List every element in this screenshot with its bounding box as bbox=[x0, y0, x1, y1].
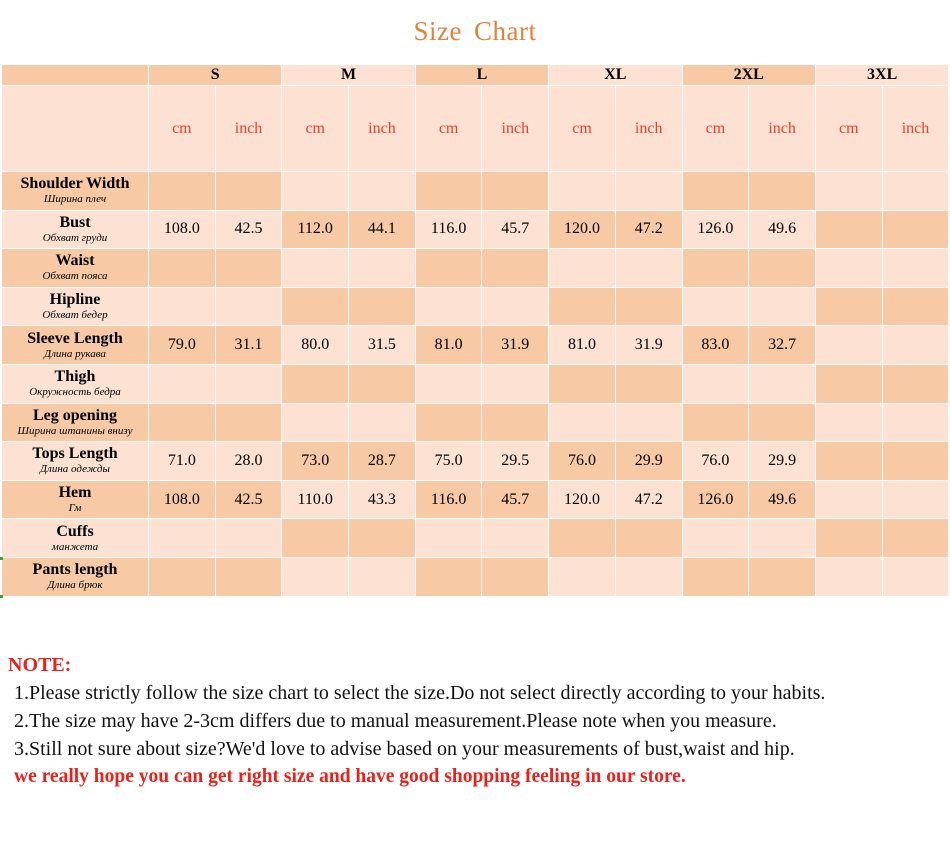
measurement-value bbox=[482, 519, 549, 558]
measurement-value bbox=[282, 287, 349, 326]
measurement-value bbox=[815, 210, 882, 249]
measurement-value: 116.0 bbox=[415, 210, 482, 249]
unit-header: cm bbox=[415, 86, 482, 172]
measurement-value bbox=[682, 403, 749, 442]
measurement-value bbox=[882, 442, 949, 481]
measurement-value: 42.5 bbox=[215, 210, 282, 249]
measurement-value: 42.5 bbox=[215, 480, 282, 519]
measurement-label: Hem bbox=[58, 484, 92, 502]
measurement-value: 31.1 bbox=[215, 326, 282, 365]
measurement-label: Hipline bbox=[49, 291, 101, 309]
measurement-value: 44.1 bbox=[349, 210, 416, 249]
measurement-value bbox=[282, 519, 349, 558]
measurement-value bbox=[215, 519, 282, 558]
size-header: 3XL bbox=[815, 65, 948, 86]
measurement-value: 75.0 bbox=[415, 442, 482, 481]
measurement-label: Tops Length bbox=[32, 445, 118, 463]
size-header: M bbox=[282, 65, 415, 86]
size-header: 2XL bbox=[682, 65, 815, 86]
measurement-row bbox=[2, 403, 949, 442]
measurement-label-russian: манжета bbox=[51, 540, 99, 553]
measurement-value bbox=[815, 557, 882, 596]
measurement-value bbox=[149, 172, 216, 211]
measurement-value: 49.6 bbox=[749, 210, 816, 249]
measurement-value bbox=[349, 287, 416, 326]
measurement-label-russian: Ширина штанины внизу bbox=[17, 424, 133, 437]
measurement-value bbox=[615, 172, 682, 211]
measurement-value: 126.0 bbox=[682, 480, 749, 519]
measurement-label: Leg opening bbox=[32, 406, 117, 424]
measurement-label-cell bbox=[2, 287, 149, 326]
measurement-value bbox=[349, 519, 416, 558]
measurement-value bbox=[749, 403, 816, 442]
measurement-value bbox=[882, 480, 949, 519]
measurement-row bbox=[2, 442, 949, 481]
measurement-value bbox=[215, 172, 282, 211]
measurement-value: 83.0 bbox=[682, 326, 749, 365]
size-header: S bbox=[149, 65, 282, 86]
measurement-label-russian: Гм bbox=[68, 502, 82, 515]
measurement-value: 29.5 bbox=[482, 442, 549, 481]
measurement-value bbox=[749, 172, 816, 211]
measurement-label-russian: Ширина плеч bbox=[43, 193, 107, 206]
measurement-label-russian: Окружность бедра bbox=[29, 386, 121, 399]
measurement-value bbox=[415, 557, 482, 596]
unit-header: cm bbox=[549, 86, 616, 172]
unit-header: inch bbox=[349, 86, 416, 172]
measurement-value bbox=[549, 403, 616, 442]
measurement-label-russian: Длина одежды bbox=[40, 463, 110, 476]
unit-header-row bbox=[2, 86, 949, 172]
measurement-value bbox=[415, 287, 482, 326]
measurement-value: 80.0 bbox=[282, 326, 349, 365]
measurement-value: 73.0 bbox=[282, 442, 349, 481]
measurement-label: Bust bbox=[59, 213, 91, 231]
measurement-value bbox=[349, 557, 416, 596]
measurement-value bbox=[882, 403, 949, 442]
measurement-value bbox=[282, 172, 349, 211]
unit-header: inch bbox=[882, 86, 949, 172]
measurement-value bbox=[482, 287, 549, 326]
unit-header: inch bbox=[215, 86, 282, 172]
measurement-value bbox=[682, 364, 749, 403]
unit-header: cm bbox=[282, 86, 349, 172]
measurement-value: 76.0 bbox=[549, 442, 616, 481]
measurement-value bbox=[882, 172, 949, 211]
measurement-value bbox=[149, 287, 216, 326]
note-line-1: 1.Please strictly follow the size chart to select the size.Do not select directly according to your habits. bbox=[14, 682, 826, 704]
size-header: L bbox=[415, 65, 548, 86]
measurement-value: 45.7 bbox=[482, 480, 549, 519]
measurement-value bbox=[415, 249, 482, 288]
unit-header: inch bbox=[615, 86, 682, 172]
measurement-value: 29.9 bbox=[749, 442, 816, 481]
size-chart-title bbox=[0, 16, 950, 47]
unit-header: cm bbox=[815, 86, 882, 172]
measurement-value bbox=[149, 557, 216, 596]
measurement-value bbox=[615, 557, 682, 596]
measurement-value bbox=[215, 557, 282, 596]
measurement-value bbox=[349, 403, 416, 442]
measurement-label-cell bbox=[2, 210, 149, 249]
measurement-row bbox=[2, 364, 949, 403]
measurement-value: 120.0 bbox=[549, 480, 616, 519]
note-line-2: 2.The size may have 2-3cm differs due to manual measurement.Please note when you measure. bbox=[14, 710, 777, 732]
note-line-4: we really hope you can get right size and have good shopping feeling in our store. bbox=[14, 766, 686, 787]
measurement-label-cell bbox=[2, 249, 149, 288]
title-word-2: Chart bbox=[474, 16, 537, 46]
measurement-value bbox=[682, 519, 749, 558]
measurement-value: 81.0 bbox=[549, 326, 616, 365]
measurement-value bbox=[149, 403, 216, 442]
measurement-value bbox=[882, 210, 949, 249]
measurement-value bbox=[415, 403, 482, 442]
measurement-value bbox=[482, 364, 549, 403]
measurement-label-russian: Обхват бедер bbox=[42, 309, 108, 322]
measurement-value bbox=[415, 364, 482, 403]
measurement-value: 31.9 bbox=[482, 326, 549, 365]
measurement-value bbox=[615, 249, 682, 288]
measurement-label-russian: Обхват груди bbox=[42, 231, 108, 244]
measurement-value: 108.0 bbox=[149, 210, 216, 249]
measurement-value bbox=[282, 249, 349, 288]
measurement-value bbox=[549, 249, 616, 288]
measurement-value bbox=[682, 249, 749, 288]
measurement-value bbox=[349, 249, 416, 288]
measurement-row bbox=[2, 172, 949, 211]
measurement-value: 28.7 bbox=[349, 442, 416, 481]
measurement-value bbox=[815, 287, 882, 326]
decorative-mark bbox=[0, 595, 3, 598]
header-corner bbox=[2, 65, 149, 86]
title-word-1: Size bbox=[413, 16, 462, 46]
measurement-label: Cuffs bbox=[56, 522, 94, 540]
size-header-row bbox=[2, 65, 949, 86]
measurement-label-cell bbox=[2, 326, 149, 365]
measurement-value bbox=[882, 557, 949, 596]
measurement-value bbox=[815, 326, 882, 365]
measurement-label-cell bbox=[2, 519, 149, 558]
measurement-label-russian: Обхват пояса bbox=[42, 270, 108, 283]
measurement-value bbox=[815, 403, 882, 442]
measurement-value: 108.0 bbox=[149, 480, 216, 519]
measurement-value bbox=[282, 364, 349, 403]
measurement-value bbox=[749, 249, 816, 288]
measurement-value bbox=[482, 557, 549, 596]
measurement-value bbox=[749, 364, 816, 403]
unit-header: cm bbox=[149, 86, 216, 172]
measurement-value bbox=[882, 364, 949, 403]
measurement-value bbox=[349, 172, 416, 211]
unit-corner bbox=[2, 86, 149, 172]
measurement-label: Shoulder Width bbox=[20, 175, 130, 193]
measurement-value bbox=[149, 519, 216, 558]
measurement-value bbox=[282, 557, 349, 596]
measurement-value: 32.7 bbox=[749, 326, 816, 365]
measurement-value bbox=[549, 287, 616, 326]
measurement-value bbox=[682, 557, 749, 596]
measurement-label-cell bbox=[2, 364, 149, 403]
measurement-value bbox=[549, 557, 616, 596]
measurement-value: 47.2 bbox=[615, 210, 682, 249]
measurement-value bbox=[615, 287, 682, 326]
measurement-value bbox=[682, 172, 749, 211]
measurement-value bbox=[615, 519, 682, 558]
note-heading: NOTE: bbox=[8, 654, 72, 676]
measurement-value bbox=[149, 249, 216, 288]
measurement-value: 45.7 bbox=[482, 210, 549, 249]
measurement-value: 116.0 bbox=[415, 480, 482, 519]
measurement-value bbox=[549, 364, 616, 403]
measurement-value bbox=[749, 287, 816, 326]
measurement-value bbox=[349, 364, 416, 403]
measurement-row bbox=[2, 210, 949, 249]
measurement-value bbox=[815, 519, 882, 558]
measurement-value bbox=[815, 480, 882, 519]
measurement-value: 49.6 bbox=[749, 480, 816, 519]
measurement-value bbox=[682, 287, 749, 326]
unit-header: inch bbox=[749, 86, 816, 172]
measurement-row bbox=[2, 287, 949, 326]
size-header: XL bbox=[549, 65, 682, 86]
measurement-value bbox=[415, 519, 482, 558]
unit-header: cm bbox=[682, 86, 749, 172]
measurement-label-cell bbox=[2, 442, 149, 481]
measurement-value: 31.5 bbox=[349, 326, 416, 365]
measurement-value: 29.9 bbox=[615, 442, 682, 481]
measurement-label: Waist bbox=[55, 252, 95, 270]
measurement-label-cell bbox=[2, 403, 149, 442]
measurement-label-cell bbox=[2, 480, 149, 519]
measurement-value: 47.2 bbox=[615, 480, 682, 519]
measurement-value bbox=[549, 519, 616, 558]
measurement-value bbox=[815, 442, 882, 481]
measurement-value bbox=[215, 403, 282, 442]
measurement-row bbox=[2, 557, 949, 596]
measurement-value: 71.0 bbox=[149, 442, 216, 481]
measurement-value bbox=[615, 403, 682, 442]
measurement-value: 120.0 bbox=[549, 210, 616, 249]
decorative-mark bbox=[0, 557, 3, 560]
measurement-label-russian: Длина брюк bbox=[47, 579, 103, 592]
measurement-label-russian: Длина рукава bbox=[44, 347, 106, 360]
measurement-label: Thigh bbox=[54, 368, 96, 386]
measurement-value: 43.3 bbox=[349, 480, 416, 519]
measurement-value bbox=[282, 403, 349, 442]
measurement-value bbox=[749, 557, 816, 596]
measurement-value bbox=[882, 519, 949, 558]
measurement-label-cell bbox=[2, 557, 149, 596]
measurement-value: 76.0 bbox=[682, 442, 749, 481]
unit-header: inch bbox=[482, 86, 549, 172]
measurement-value bbox=[549, 172, 616, 211]
measurement-value bbox=[882, 326, 949, 365]
measurement-row bbox=[2, 519, 949, 558]
measurement-value bbox=[482, 249, 549, 288]
measurement-value: 31.9 bbox=[615, 326, 682, 365]
measurement-label: Pants length bbox=[32, 561, 118, 579]
measurement-value: 81.0 bbox=[415, 326, 482, 365]
measurement-value bbox=[815, 364, 882, 403]
measurement-value bbox=[149, 364, 216, 403]
measurement-value: 112.0 bbox=[282, 210, 349, 249]
measurement-value bbox=[415, 172, 482, 211]
note-line-3: 3.Still not sure about size?We'd love to advise based on your measurements of bust,waist and hip. bbox=[14, 738, 795, 760]
measurement-value bbox=[815, 249, 882, 288]
measurement-value: 110.0 bbox=[282, 480, 349, 519]
measurement-value bbox=[215, 249, 282, 288]
measurement-label: Sleeve Length bbox=[27, 329, 123, 347]
measurement-value bbox=[749, 519, 816, 558]
measurement-value bbox=[482, 403, 549, 442]
measurement-value bbox=[215, 364, 282, 403]
measurement-value bbox=[615, 364, 682, 403]
measurement-value bbox=[882, 249, 949, 288]
measurement-value bbox=[215, 287, 282, 326]
measurement-row bbox=[2, 326, 949, 365]
measurement-label-cell bbox=[2, 172, 149, 211]
measurement-value: 79.0 bbox=[149, 326, 216, 365]
measurement-value: 28.0 bbox=[215, 442, 282, 481]
measurement-row bbox=[2, 480, 949, 519]
size-chart-table bbox=[1, 64, 949, 597]
measurement-value bbox=[815, 172, 882, 211]
measurement-value bbox=[482, 172, 549, 211]
measurement-value: 126.0 bbox=[682, 210, 749, 249]
measurement-row bbox=[2, 249, 949, 288]
measurement-value bbox=[882, 287, 949, 326]
